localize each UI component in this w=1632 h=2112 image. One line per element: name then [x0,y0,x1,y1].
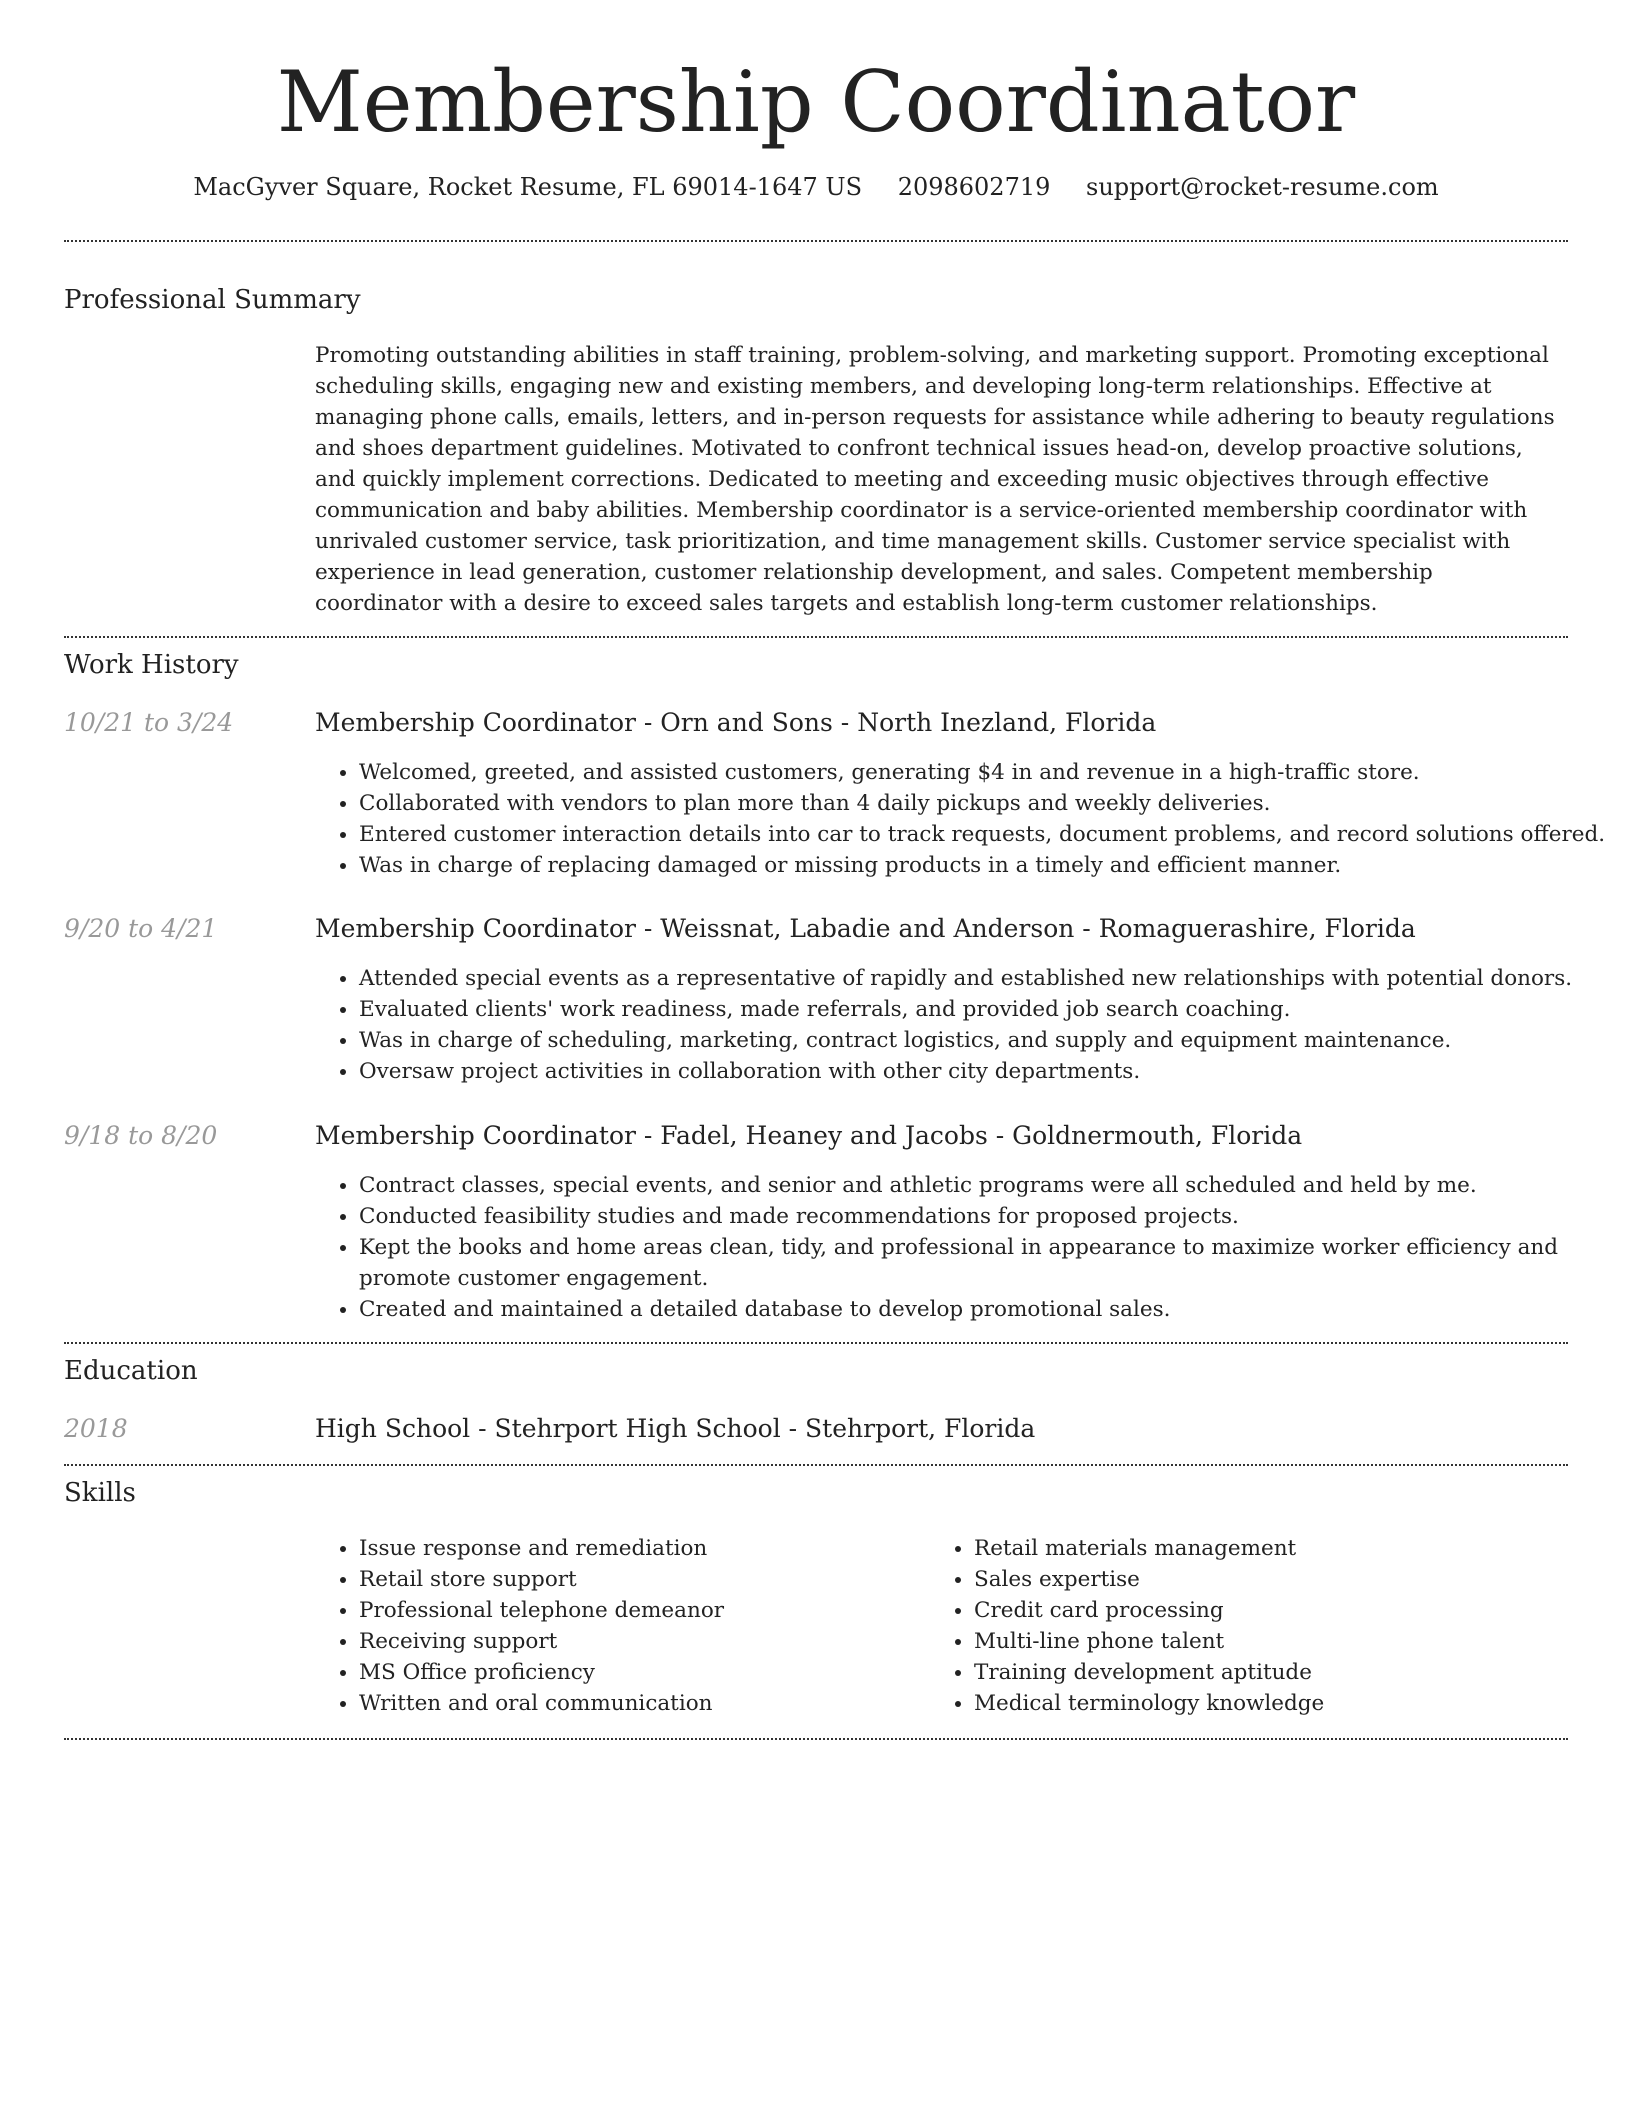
section-divider [64,636,1568,638]
section-divider [64,1342,1568,1344]
job-heading: Membership Coordinator - Fadel, Heaney and Jacobs - Goldnermouth, Florida [315,1121,1303,1150]
job-bullet: • Kept the books and home areas clean, tidy, and professional in appearance to maximize worker efficiency and promote customer engagement. [359,1232,1614,1294]
work-section-title: Work History [64,650,239,680]
skill-item: • Written and oral communication [359,1688,919,1719]
job-heading: Membership Coordinator - Weissnat, Labadie and Anderson - Romaguerashire, Florida [315,914,1416,943]
job-bullet: • Entered customer interaction details into car to track requests, document problems, and record solutions offered. [359,819,1614,850]
job-bullet: • Evaluated clients' work readiness, made referrals, and provided job search coaching. [359,994,1614,1025]
job-dates: 9/18 to 8/20 [64,1121,218,1150]
job-bullet: • Was in charge of scheduling, marketing, contract logistics, and supply and equipment maintenance. [359,1025,1614,1056]
job-bullet: • Was in charge of replacing damaged or missing products in a timely and efficient manner. [359,850,1614,881]
skill-item: • Issue response and remediation [359,1533,919,1564]
job-bullet: • Conducted feasibility studies and made recommendations for proposed projects. [359,1201,1614,1232]
job-bullet: • Welcomed, greeted, and assisted customers, generating $4 in and revenue in a high-traffic store. [359,757,1614,788]
skill-item: • MS Office proficiency [359,1657,919,1688]
skill-item: • Retail store support [359,1564,919,1595]
education-year: 2018 [64,1414,128,1443]
summary-text: Promoting outstanding abilities in staff training, problem-solving, and marketing support. Promoting exceptional scheduling skills, engaging new and existing members, and developing long-term relationships. Effective at managing phone calls, emails, letters, and in-person requests for assistance while adhering to beauty regulations and shoes department guidelines. Motivated to confront technical issues head-on, develop proactive solutions, and quickly implement corrections. Dedicated to meeting and exceeding music objectives through effective communication and baby abilities. Membership coordinator is a service-oriented membership coordinator with unrivaled customer service, task prioritization, and time management skills. Customer service specialist with experience in lead generation, customer relationship development, and sales. Competent membership coordinator with a desire to exceed sales targets and establish long-term customer relationships. [315,343,1555,616]
job-bullets [315,1170,1614,1325]
skills-list-right [930,1533,1534,1719]
summary-section-title: Professional Summary [64,285,361,315]
education-section-title: Education [64,1356,198,1386]
skill-item: • Training development aptitude [974,1657,1534,1688]
skill-item: • Professional telephone demeanor [359,1595,919,1626]
job-bullet: • Oversaw project activities in collaboration with other city departments. [359,1056,1614,1087]
contact-address: MacGyver Square, Rocket Resume, FL 69014-1647 US [193,173,863,201]
job-bullet: • Attended special events as a representative of rapidly and established new relationships with potential donors. [359,963,1614,994]
skill-item: • Medical terminology knowledge [974,1688,1534,1719]
section-divider [64,240,1568,242]
skill-item: • Receiving support [359,1626,919,1657]
job-heading: Membership Coordinator - Orn and Sons - North Inezland, Florida [315,708,1157,737]
skill-item: • Retail materials management [974,1533,1534,1564]
job-dates: 9/20 to 4/21 [64,914,218,943]
skill-item: • Credit card processing [974,1595,1534,1626]
job-bullet: • Created and maintained a detailed database to develop promotional sales. [359,1294,1614,1325]
section-divider [64,1464,1568,1466]
skills-list-left [315,1533,919,1719]
job-dates: 10/21 to 3/24 [64,708,234,737]
contact-line [0,170,1632,204]
skills-section-title: Skills [64,1478,136,1508]
job-bullets [315,963,1614,1087]
section-divider [64,1738,1568,1740]
education-heading: High School - Stehrport High School - Stehrport, Florida [315,1414,1036,1443]
job-bullet: • Collaborated with vendors to plan more than 4 daily pickups and weekly deliveries. [359,788,1614,819]
resume-name: Membership Coordinator [276,53,1356,151]
contact-email: support@rocket-resume.com [1086,173,1439,201]
contact-phone: 2098602719 [897,173,1051,201]
job-bullet: • Contract classes, special events, and senior and athletic programs were all scheduled and held by me. [359,1170,1614,1201]
job-bullets [315,757,1614,881]
skill-item: • Multi-line phone talent [974,1626,1534,1657]
skill-item: • Sales expertise [974,1564,1534,1595]
